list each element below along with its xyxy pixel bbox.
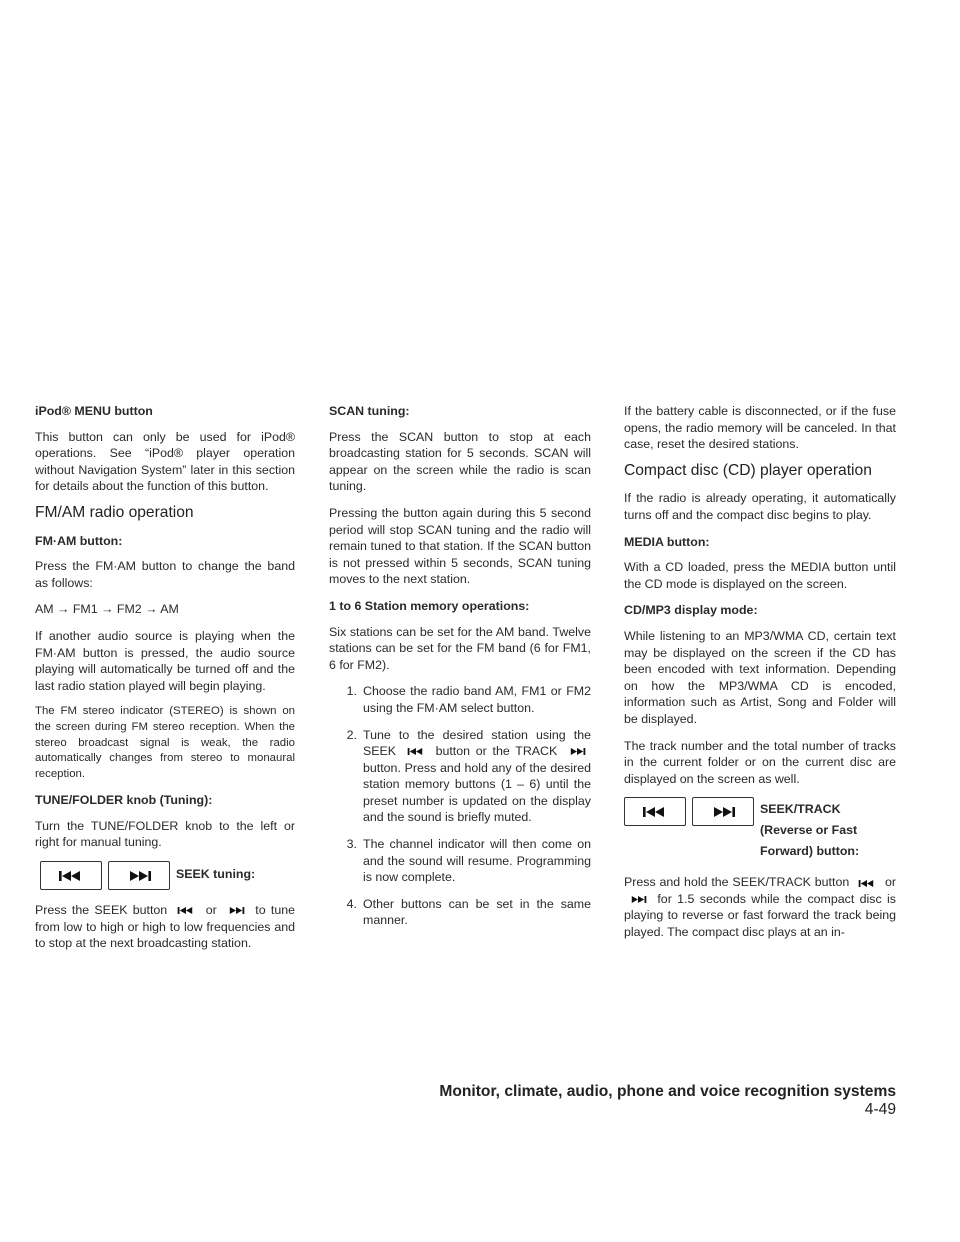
seek-back-icon [177,906,195,915]
hold-text-part-b: for 1.5 seconds while the compact disc is playing to reverse or fast forward the track being played. The compact disc plays at an in- [624,891,896,940]
seek-forward-icon [629,895,647,904]
seek-tuning-row [40,861,295,890]
step-number: 4. [346,896,357,911]
seek-back-icon [58,870,84,882]
step-number: 3. [346,837,357,852]
hold-text-or: or [884,875,896,890]
column-right [624,403,896,951]
track-number-text: The track number and the total number of tracks in the current folder or on the current disc are displayed on the screen as well. [624,738,896,786]
media-button-heading: MEDIA button: [624,534,710,549]
seek-forward-icon [126,870,152,882]
ipod-menu-heading: iPod® MENU button [35,404,153,418]
band-sequence: AM → FM1 → FM2 → AM [35,602,179,617]
seek-forward-button-illustration [692,797,754,826]
seek-forward-icon [710,806,736,818]
step-text: Choose the radio band AM, FM1 or FM2 using the FM·AM select button. [363,684,591,715]
step-2-part-c: button. Press and hold any of the desired station memory buttons (1 – 6) until the preset number is updated on the display and the sound is briefly muted. [363,760,591,825]
step-text [363,727,591,827]
seek-back-icon [858,879,876,888]
step-2-part-b: button or the TRACK [435,744,558,759]
station-memory-heading: 1 to 6 Station memory operations: [329,598,530,613]
fmam-section-title: FM/AM radio operation [35,503,194,521]
seek-text-part-a: Press the SEEK button [35,903,168,918]
scan-tuning-heading: SCAN tuning: [329,404,410,418]
media-button-text: With a CD loaded, press the MEDIA button until the CD mode is displayed on the screen. [624,560,896,591]
seek-tuning-label: SEEK tuning: [176,867,256,882]
list-item [329,836,591,886]
tune-folder-text: Turn the TUNE/FOLDER knob to the left or right for manual tuning. [35,818,295,850]
seek-back-button-illustration [624,797,686,826]
cd-mp3-heading: CD/MP3 display mode: [624,603,758,618]
column-middle [329,403,591,939]
seek-track-row [624,797,896,862]
ipod-menu-text: This button can only be used for iPod® operations. See “iPod® player operation without Navigation System” later in this section for details about the function of this button. [35,429,295,494]
battery-text: If the battery cable is disconnected, or if the fuse opens, the radio memory will be canceled. In that case, reset the desired stations. [624,404,896,452]
cd-section-title: Compact disc (CD) player operation [624,461,872,479]
tune-folder-heading: TUNE/FOLDER knob (Tuning): [35,793,213,808]
memory-steps-list [329,683,591,929]
step-text: The channel indicator will then come on and the sound will resume. Programming is now complete. [363,837,591,885]
scan-tuning-text-1: Press the SCAN button to stop at each broadcasting station for 5 seconds. SCAN will appear on the screen while the radio is scan tuning. [329,429,591,494]
seek-back-button-illustration [40,861,102,890]
seek-track-label: SEEK/TRACK (Reverse or Fast Forward) button: [760,802,860,859]
seek-forward-icon [227,906,245,915]
stereo-indicator-text: The FM stereo indicator (STEREO) is shown on the screen during FM stereo reception. When the stereo broadcast signal is weak, the radio automatically changes from stereo to monaural reception. [35,705,295,780]
footer-section-title: Monitor, climate, audio, phone and voice recognition systems [439,1083,896,1100]
seek-text-part-b: to tune from low to high or high to low frequencies and to stop at the next broadcasting station. [35,903,295,951]
seek-back-icon [642,806,668,818]
seek-text-or: or [205,903,217,918]
fmam-button-heading: FM·AM button: [35,533,123,548]
other-source-text: If another audio source is playing when the FM·AM button is pressed, the audio source playing will automatically be turned off and the last radio station played will begin playing. [35,628,295,693]
scan-tuning-text-2: Pressing the button again during this 5 second period will stop SCAN tuning and the radio will remain tuned to that station. If the SCAN button is not pressed within 5 seconds, SCAN tuning moves to the next station. [329,505,591,587]
step-number: 1. [346,684,357,699]
fmam-button-text: Press the FM·AM button to change the band as follows: [35,559,295,590]
seek-forward-button-illustration [108,861,170,890]
seek-track-hold-text [624,874,896,940]
station-memory-text: Six stations can be set for the AM band. Twelve stations can be set for the FM band (6 for FM1, 6 for FM2). [329,624,591,672]
cd-auto-text: If the radio is already operating, it automatically turns off and the compact disc begins to play. [624,491,896,522]
seek-back-icon [407,747,425,756]
seek-forward-icon [568,747,586,756]
seek-tuning-text [35,902,295,952]
step-2-part-a: Tune to the desired station using the SEEK [363,727,591,759]
hold-text-part-a: Press and hold the SEEK/TRACK button [624,875,850,890]
list-item [329,683,591,716]
page-footer [436,1083,896,1119]
cd-mp3-text: While listening to an MP3/WMA CD, certain text may be displayed on the screen if the CD has been encoded with text information. Depending on how the MP3/WMA CD is encoded, information such as Artist, Song and Folder will be displayed. [624,628,896,726]
step-text: Other buttons can be set in the same manner. [363,896,591,928]
page-number: 4-49 [864,1101,896,1118]
list-item [329,727,591,827]
list-item [329,896,591,929]
column-left [35,403,295,962]
step-number: 2. [346,727,357,742]
